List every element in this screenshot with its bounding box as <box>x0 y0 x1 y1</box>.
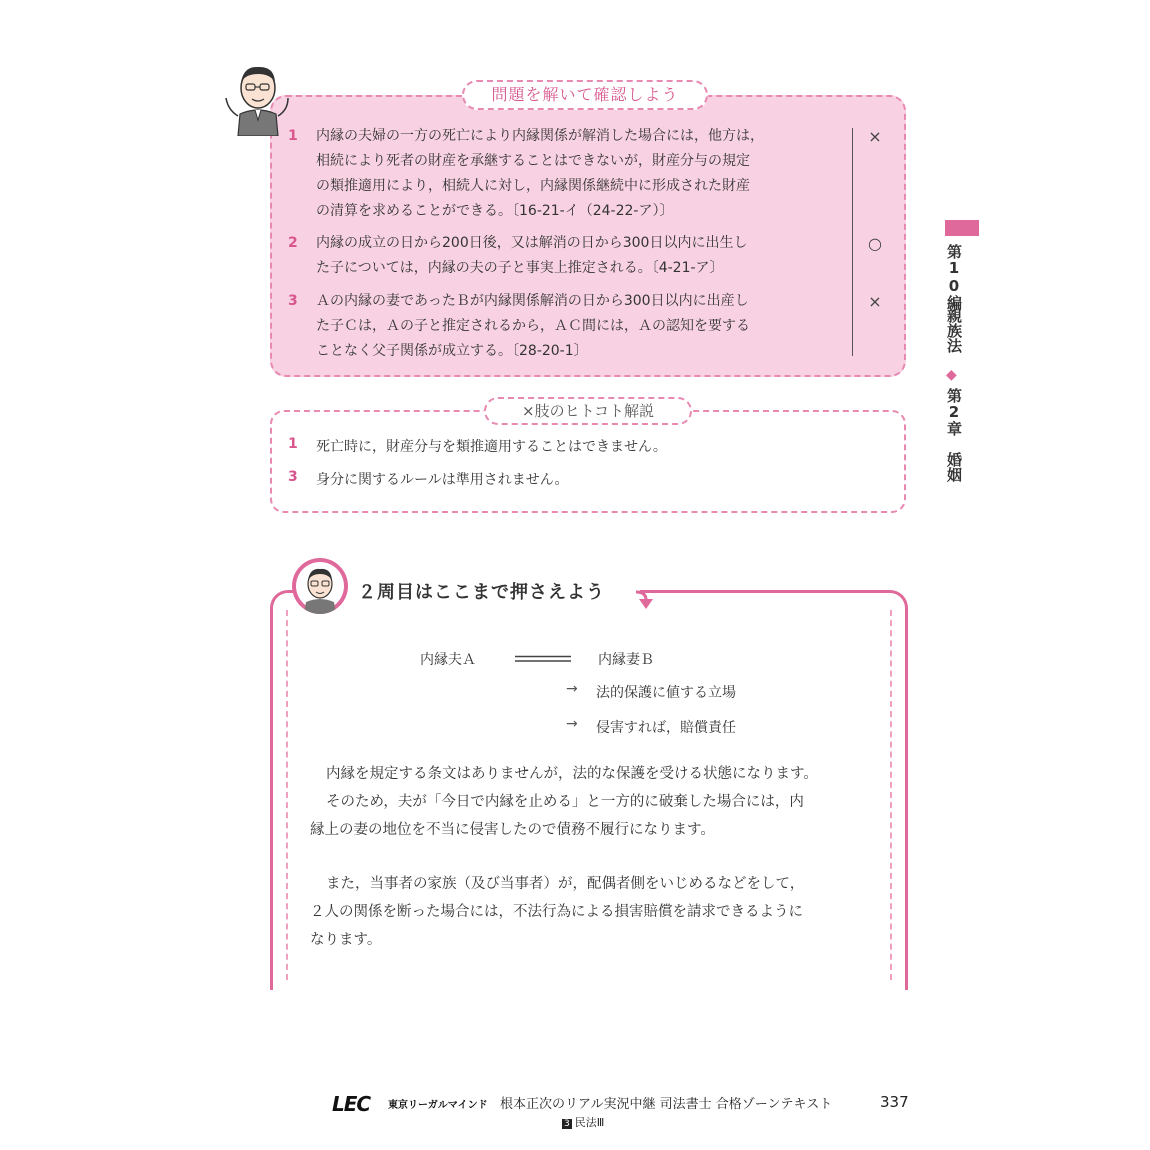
quiz-item-number: 1 <box>288 128 298 144</box>
book-title: 根本正次のリアル実況中継 司法書士 合格ゾーンテキスト <box>500 1097 833 1112</box>
diagram-point: 法的保護に値する立場 <box>596 685 736 701</box>
side-tab-law: 親族法 <box>945 308 963 353</box>
quiz-item-number: 2 <box>288 235 298 251</box>
hint-title: ×肢のヒトコト解説 <box>484 397 692 425</box>
summary-heading: ２周目はここまで押さえよう <box>358 582 605 603</box>
quiz-answer-mark: × <box>868 127 882 146</box>
publisher-name: 東京リーガルマインド <box>388 1100 488 1111</box>
diagram-point: 侵害すれば，賠償責任 <box>596 720 736 736</box>
page-number: 337 <box>880 1093 909 1111</box>
quiz-title: 問題を解いて確認しよう <box>462 80 708 110</box>
side-tab-bar <box>945 220 979 236</box>
heading-arrow-icon <box>634 590 658 612</box>
arrow-icon: → <box>566 681 578 697</box>
hint-item-text: 死亡時に，財産分与を類推適用することはできません。 <box>316 439 667 455</box>
quiz-answer-mark: ○ <box>868 234 882 253</box>
side-tab-chapter: 第2章 <box>945 388 963 436</box>
summary-paragraph: 内縁を規定する条文はありませんが，法的な保護を受ける状態になります。 そのため，夫が「今日で内縁を止める」と一方的に破棄した場合には，内 縁上の妻の地位を不当に侵害したので債務不履行になります。 <box>310 766 818 838</box>
quiz-item-text: 内縁の夫婦の一方の死亡により内縁関係が解消した場合には，他方は， 相続により死者の財産を承継することはできないが，財産分与の規定 の類推適用により，相続人に対し，内縁関係継続中に形成された財産 の清算を求めることができる。〔16-21-イ（24-22-ア）〕 <box>316 128 764 219</box>
book-volume: 3 民法Ⅲ <box>564 1116 605 1129</box>
summary-paragraph: また，当事者の家族（及び当事者）が，配偶者側をいじめるなどをして， ２人の関係を断った場合には，不法行為による損害賠償を請求できるように なります。 <box>310 876 805 948</box>
instructor-avatar <box>292 558 348 614</box>
hint-item-number: 3 <box>288 469 298 485</box>
side-tab-part: 第10編 <box>945 244 963 310</box>
hint-item-number: 1 <box>288 436 298 452</box>
diagram-left-party: 内縁夫Ａ <box>420 652 476 668</box>
side-tab-diamond: ◆ <box>946 367 957 383</box>
side-tab-topic: 婚姻 <box>945 452 963 482</box>
publisher-logo: LEC <box>332 1092 371 1116</box>
quiz-item-number: 3 <box>288 293 298 309</box>
summary-inner-border <box>286 610 288 980</box>
hint-item-text: 身分に関するルールは準用されません。 <box>316 472 569 488</box>
quiz-item-text: Ａの内縁の妻であったＢが内縁関係解消の日から300日以内に出産し た子Ｃは，Ａの子と推定されるから，ＡＣ間には，Ａの認知を要する ことなく父子関係が成立する。〔28-20-1〕 <box>316 293 750 359</box>
hint-box <box>270 410 906 513</box>
quiz-answer-mark: × <box>868 292 882 311</box>
arrow-icon: → <box>566 716 578 732</box>
instructor-illustration <box>222 58 292 136</box>
double-line-icon <box>515 655 571 663</box>
summary-inner-border <box>890 610 892 980</box>
diagram-right-party: 内縁妻Ｂ <box>598 652 654 668</box>
volume-badge: 3 <box>564 1119 570 1129</box>
quiz-divider <box>852 128 853 356</box>
quiz-item-text: 内縁の成立の日から200日後，又は解消の日から300日以内に出生し た子については，内縁の夫の子と事実上推定される。〔4-21-ア〕 <box>316 235 748 276</box>
